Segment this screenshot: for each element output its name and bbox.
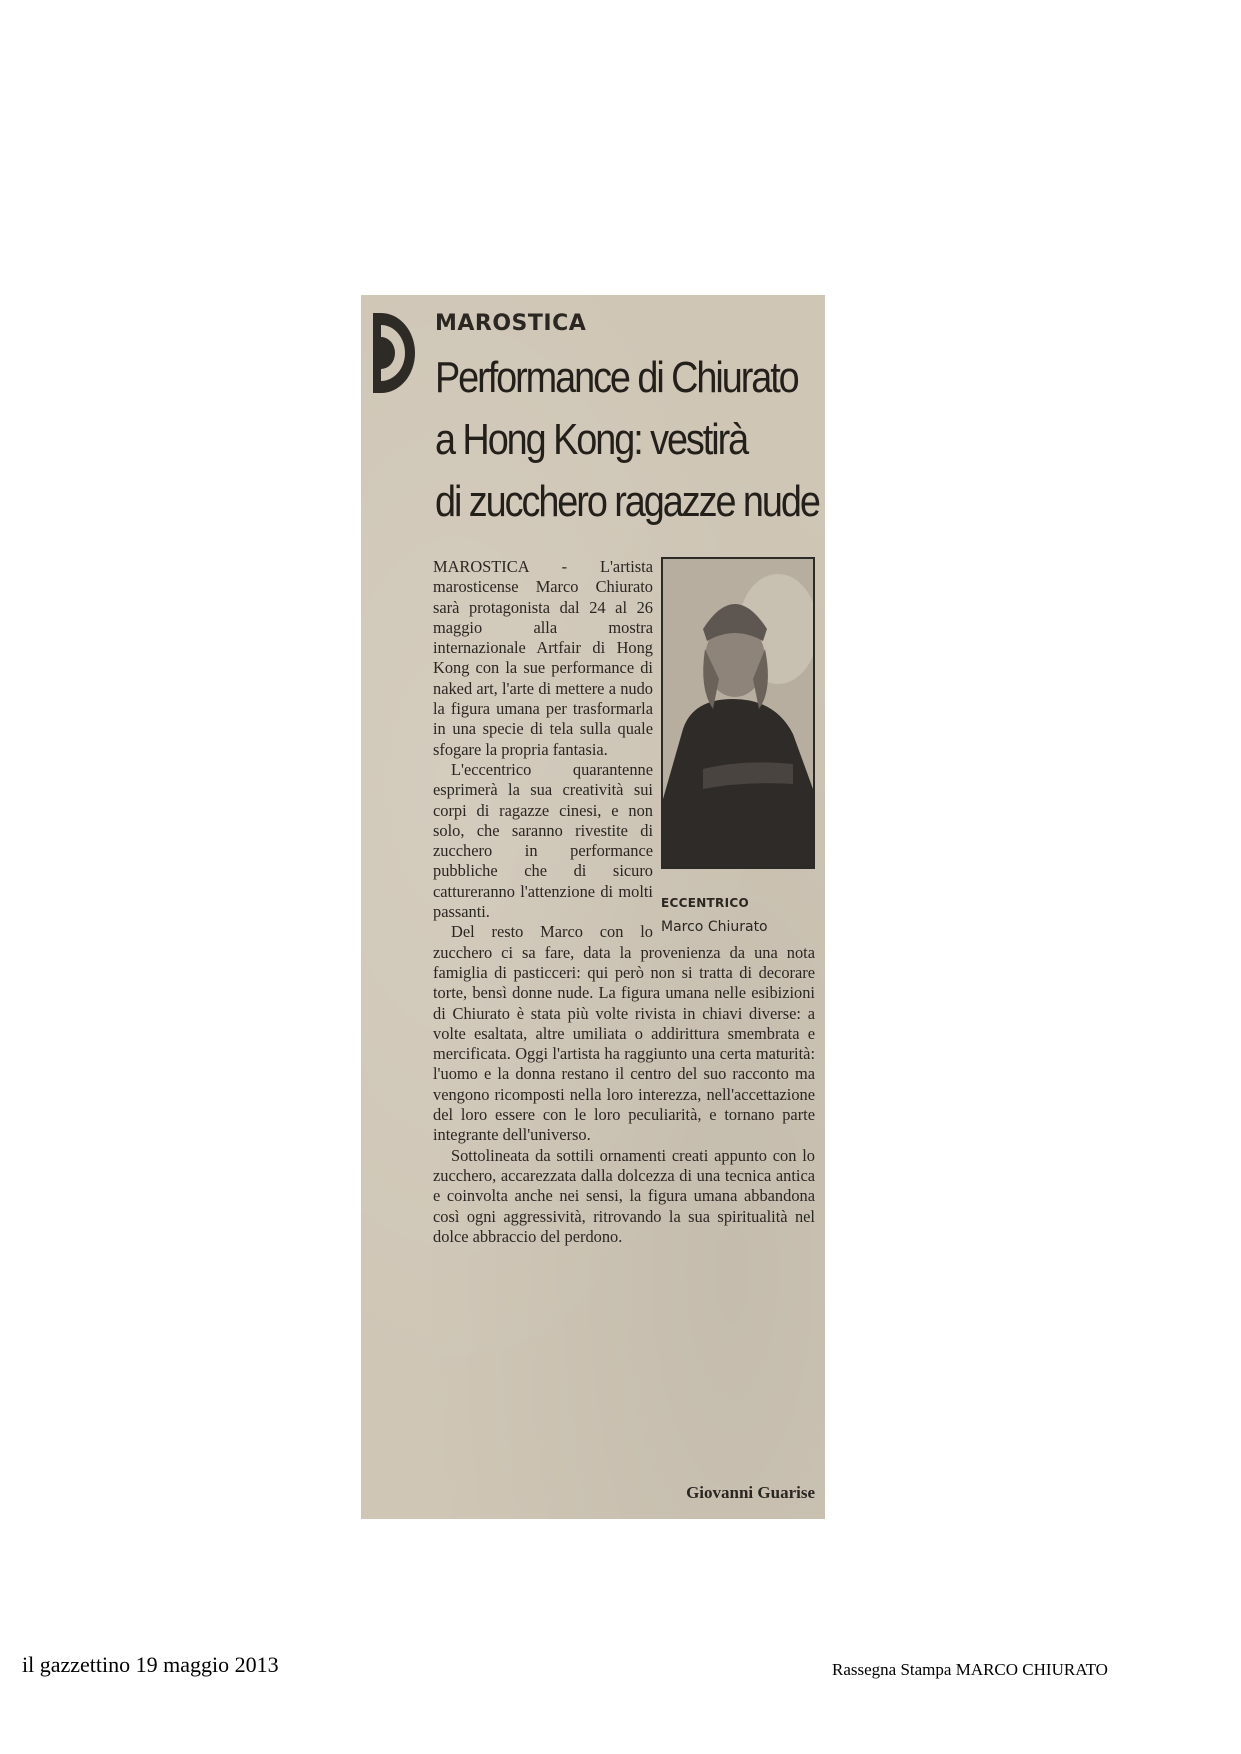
portrait-figure-icon <box>663 559 813 867</box>
section-label: MAROSTICA <box>435 311 587 336</box>
byline: Giovanni Guarise <box>686 1483 815 1502</box>
portrait-photo <box>661 557 815 869</box>
photo-caption <box>661 873 815 938</box>
newspaper-clipping <box>361 295 825 1519</box>
article-paragraph: Del resto Marco con lo zucchero ci sa fare, data la provenienza da una nota famiglia di pasticceri: qui però non si tratta di decorare torte, bensì donne nude. La figura umana nelle esibizioni di Chiurato è stata più volte rivista in chiavi diverse: a volte esaltata, altre umiliata o addirittura smembrata e mercificata. Oggi l'artista ha raggiunto una certa maturità: l'uomo e la donna restano il centro del suo racconto ma vengono ricomposti nella loro interezza, nell'accettazione del loro essere con le loro peculiarità, e tornano parte integrante dell'universo. <box>433 922 815 1145</box>
headline-line: di zucchero ragazze nude <box>435 477 819 526</box>
article-paragraph: MAROSTICA - L'artista marosticense Marco Chiurato sarà protagonista dal 24 al 26 maggio alla mostra internazionale Artfair di Hong Kong con la sue performance di naked art, l'arte di mettere a nudo la figura umana per trasformarla in una specie di tela sulla quale sfogare la propria fantasia. <box>433 557 653 759</box>
newspaper-logo-icon <box>373 313 415 393</box>
article-body <box>433 557 815 1247</box>
headline-line: Performance di Chiurato <box>435 353 798 402</box>
article-paragraph: Sottolineata da sottili ornamenti creati appunto con lo zucchero, accarezzata dalla dolcezza di una tecnica antica e coinvolta anche nei sensi, la figura umana abbandona così ogni aggressività, ritrovando la sua spiritualità nel dolce abbraccio del perdono. <box>433 1145 815 1246</box>
caption-kicker: ECCENTRICO <box>661 896 749 910</box>
caption-name: Marco Chiurato <box>661 919 768 936</box>
footer-source: il gazzettino 19 maggio 2013 <box>22 1652 279 1677</box>
headline-line: a Hong Kong: vestirà <box>435 415 748 464</box>
article-paragraph: L'eccentrico quarantenne esprimerà la sua creatività sui corpi di ragazze cinesi, e non solo, che saranno rivestite di zucchero in performance pubbliche che di sicuro cattureranno l'attenzione di molti passanti. <box>433 759 653 922</box>
headline <box>435 347 819 533</box>
footer-collection: Rassegna Stampa MARCO CHIURATO <box>832 1660 1108 1679</box>
